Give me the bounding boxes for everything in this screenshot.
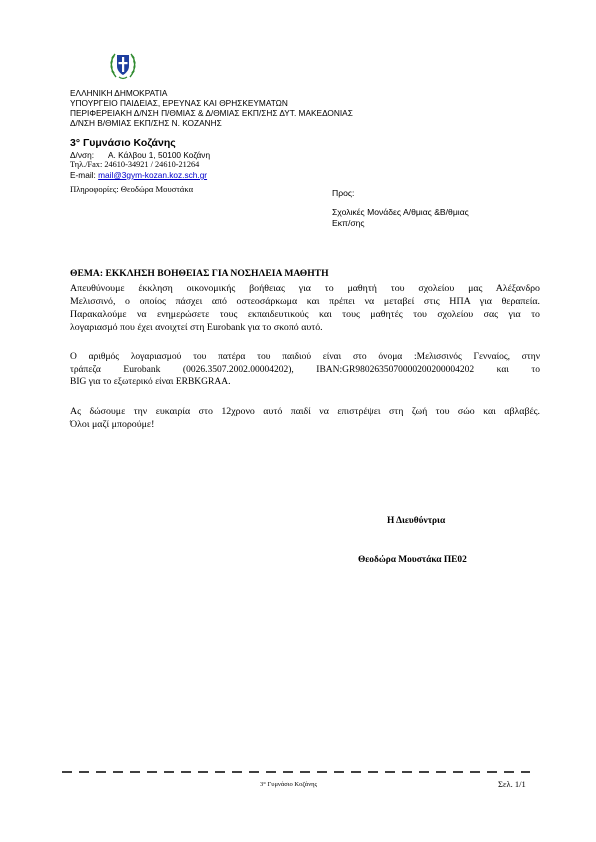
- school-email: [70, 170, 207, 180]
- footer-school: 3° Γυμνάσιο Κοζάνης: [260, 781, 318, 788]
- bank-account-paragraph: [70, 351, 540, 389]
- address-label: Δ/νση:: [70, 150, 95, 160]
- paragraph-line: Μελισσινό, ο οποίος πάσχει από οστεοσάρκωμα και πρέπει να μεταβεί στις ΗΠΑ για θεραπεία.: [70, 296, 540, 307]
- paragraph-line: BIG για το εξωτερικό είναι ERBKGRAA.: [70, 377, 231, 387]
- paragraph-line: Ας δώσουμε την ευκαιρία στο 12χρονο αυτό παιδί να επιστρέψει στη ζωή του σώο και αβλαβές.: [70, 406, 540, 417]
- school-name: 3° Γυμνάσιο Κοζάνης: [70, 137, 176, 149]
- signature-title: Η Διευθύντρια: [387, 516, 446, 526]
- paragraph-line: λογαριασμό που έχει ανοιχτεί στη Eurobank για το σκοπό αυτό.: [70, 322, 323, 333]
- email-link[interactable]: mail@3gym-kozan.koz.sch.gr: [98, 170, 208, 180]
- paragraph-line: Όλοι μαζί μπορούμε!: [70, 419, 155, 430]
- local-directorate-heading: Δ/ΝΣΗ Β/ΘΜΙΑΣ ΕΚΠ/ΣΗΣ Ν. ΚΟΖΑΝΗΣ: [70, 118, 222, 128]
- info-contact: Πληροφορίες: Θεοδώρα Μουστάκα: [70, 184, 194, 194]
- school-address: [70, 150, 210, 160]
- paragraph-line: τράπεζα Eurobank (0026.3507.2002.00004202), IBAN:GR9802635070000200200004202 και το: [70, 364, 540, 375]
- paragraph-line: Ο αριθμός λογαριασμού του πατέρα του παιδιού είναι στο όνομα :Μελισσινός Γενναίος, στην: [70, 352, 540, 362]
- paragraph-line: Παρακαλούμε να ενημερώσετε τους εκπαιδευτικούς και τους μαθητές του σχολείου σας για το: [70, 309, 540, 320]
- recipient-label: Προς:: [332, 188, 355, 198]
- republic-heading: ΕΛΛΗΝΙΚΗ ΔΗΜΟΚΡΑΤΙΑ: [70, 88, 168, 98]
- email-label: E-mail:: [70, 170, 99, 180]
- footer-divider: [62, 770, 530, 774]
- ministry-heading: ΥΠΟΥΡΓΕΙΟ ΠΑΙΔΕΙΑΣ, ΕΡΕΥΝΑΣ ΚΑΙ ΘΡΗΣΚΕΥΜΑΤΩΝ: [70, 98, 288, 108]
- recipient-block: [332, 207, 522, 228]
- greek-coat-of-arms-icon: [108, 48, 138, 82]
- footer-page-number: Σελ. 1/1: [498, 779, 526, 789]
- regional-directorate-heading: ΠΕΡΙΦΕΡΕΙΑΚΗ Δ/ΝΣΗ Π/ΘΜΙΑΣ & Δ/ΘΜΙΑΣ ΕΚΠ/ΣΗΣ ΔΥΤ. ΜΑΚΕΔΟΝΙΑΣ: [70, 108, 353, 118]
- letter-subject: ΘΕΜΑ: ΕΚΚΛΗΣΗ ΒΟΗΘΕΙΑΣ ΓΙΑ ΝΟΣΗΛΕΙΑ ΜΑΘΗΤΗ: [70, 268, 329, 279]
- paragraph-line: Απευθύνουμε έκκληση οικονομικής βοήθειας για το μαθητή του σχολείου μας Αλέξανδρο: [70, 283, 540, 294]
- address-value: Α. Κάλβου 1, 50100 Κοζάνη: [108, 150, 211, 160]
- recipient-line: Εκπ/σης: [332, 217, 365, 228]
- school-phone: Τηλ./Fax: 24610-34921 / 24610-21264: [70, 160, 200, 169]
- body-paragraph: [70, 282, 540, 334]
- closing-paragraph: [70, 405, 540, 431]
- recipient-line: Σχολικές Μονάδες Α/θμιας &Β/θμιας: [332, 207, 469, 217]
- signature-name: Θεοδώρα Μουστάκα ΠΕ02: [358, 555, 467, 565]
